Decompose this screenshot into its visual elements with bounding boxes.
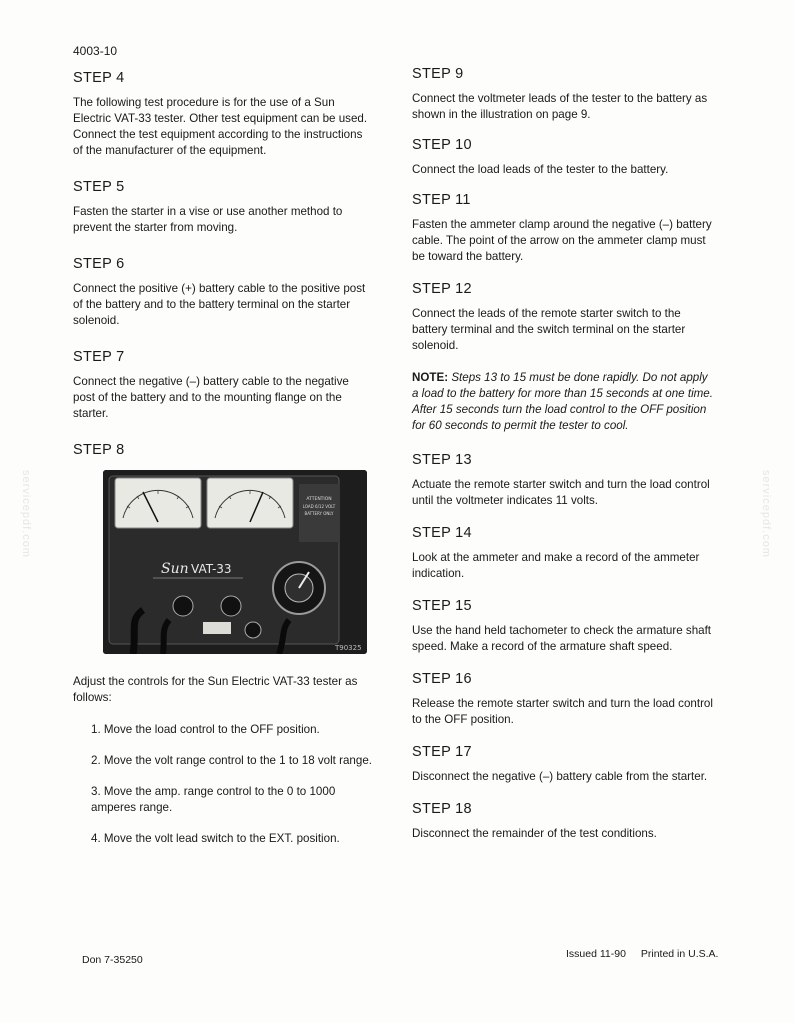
svg-text:LOAD 6/12 VOLT: LOAD 6/12 VOLT: [302, 504, 336, 509]
step-heading: STEP 10: [412, 137, 472, 153]
step8-list: [73, 722, 373, 847]
step-6: [73, 256, 373, 329]
step-8: [73, 442, 373, 847]
step-15: [412, 598, 716, 655]
step-heading: STEP 16: [412, 671, 472, 687]
step-text: Connect the voltmeter leads of the tester to the battery as shown in the illustration on page 9.: [412, 92, 708, 121]
step-text: Connect the positive (+) battery cable to the positive post of the battery and to the battery terminal on the starter solenoid.: [73, 282, 366, 327]
step-heading: STEP 4: [73, 70, 125, 86]
step-text: Fasten the starter in a vise or use another method to prevent the starter from moving.: [73, 205, 343, 234]
figure-number: T90325: [335, 644, 362, 652]
step-text: Connect the leads of the remote starter switch to the battery terminal and the switch terminal on the starter solenoid.: [412, 307, 686, 352]
step-16: [412, 671, 716, 728]
step-text: Connect the load leads of the tester to the battery.: [412, 163, 669, 176]
step-text: Release the remote starter switch and turn the load control to the OFF position.: [412, 697, 713, 726]
step-heading: STEP 5: [73, 179, 125, 195]
step-heading: STEP 9: [412, 66, 464, 82]
watermark-left: servicepdf.com: [20, 470, 32, 558]
step-heading: STEP 12: [412, 281, 472, 297]
step-text: Fasten the ammeter clamp around the negative (–) battery cable. The point of the arrow on the ammeter clamp must be toward the battery.: [412, 218, 712, 263]
step-text: Disconnect the remainder of the test conditions.: [412, 827, 657, 840]
step-9: [412, 66, 716, 123]
list-item: 1. Move the load control to the OFF position.: [91, 723, 320, 736]
model-label: VAT-33: [191, 562, 232, 576]
step-heading: STEP 14: [412, 525, 472, 541]
step-18: [412, 801, 716, 842]
step-text: Connect the negative (–) battery cable to the negative post of the battery and to the mounting flange on the starter.: [73, 375, 349, 420]
step-heading: STEP 13: [412, 452, 472, 468]
footer-issue-info: [566, 948, 730, 960]
step-text: Look at the ammeter and make a record of the ammeter indication.: [412, 551, 700, 580]
step-heading: STEP 6: [73, 256, 125, 272]
step-10: [412, 137, 716, 178]
vat33-tester-illustration: [103, 470, 367, 654]
step-heading: STEP 8: [73, 442, 125, 458]
step-text: Use the hand held tachometer to check the armature shaft speed. Make a record of the armature shaft speed.: [412, 624, 712, 653]
svg-text:BATTERY ONLY: BATTERY ONLY: [304, 511, 334, 516]
page-id: 4003-10: [73, 44, 118, 58]
watermark-right: servicepdf.com: [760, 470, 772, 558]
step-12: [412, 281, 716, 354]
note: [412, 370, 716, 434]
right-column: [412, 66, 716, 862]
step-heading: STEP 7: [73, 349, 125, 365]
step-text: Disconnect the negative (–) battery cable from the starter.: [412, 770, 708, 783]
step-11: [412, 192, 716, 265]
step-4: [73, 70, 373, 159]
step8-intro: Adjust the controls for the Sun Electric VAT-33 tester as follows:: [73, 675, 358, 704]
step-heading: STEP 17: [412, 744, 472, 760]
step-heading: STEP 15: [412, 598, 472, 614]
list-item: 3. Move the amp. range control to the 0 to 1000 amperes range.: [91, 785, 336, 814]
footer-doc-number: Don 7-35250: [82, 954, 143, 966]
list-item: 2. Move the volt range control to the 1 to 18 volt range.: [91, 754, 372, 767]
note-text: Steps 13 to 15 must be done rapidly. Do not apply a load to the battery for more than 15 seconds at one time. After 15 seconds turn the load control to the OFF position for 60 seconds to permit the tester to cool.: [412, 371, 713, 432]
step-text: The following test procedure is for the use of a Sun Electric VAT-33 tester. Other test equipment can be used. Connect the test equipment according to the instructions of the manufacturer of the equipment.: [73, 96, 368, 157]
step-heading: STEP 18: [412, 801, 472, 817]
footer-printed: Printed in U.S.A.: [640, 948, 719, 960]
note-label: NOTE:: [412, 371, 449, 384]
svg-text:ATTENTION: ATTENTION: [306, 497, 332, 502]
step-7: [73, 349, 373, 422]
list-item: 4. Move the volt lead switch to the EXT. position.: [91, 832, 340, 845]
step-14: [412, 525, 716, 582]
left-column: [73, 70, 373, 862]
step-13: [412, 452, 716, 509]
step-17: [412, 744, 716, 785]
step-heading: STEP 11: [412, 192, 471, 208]
step-5: [73, 179, 373, 236]
footer-issued: Issued 11-90: [566, 948, 626, 960]
step-text: Actuate the remote starter switch and turn the load control until the voltmeter indicates 11 volts.: [412, 478, 710, 507]
vat33-tester-photo: [103, 470, 367, 654]
brand-label: Sun: [161, 561, 189, 577]
